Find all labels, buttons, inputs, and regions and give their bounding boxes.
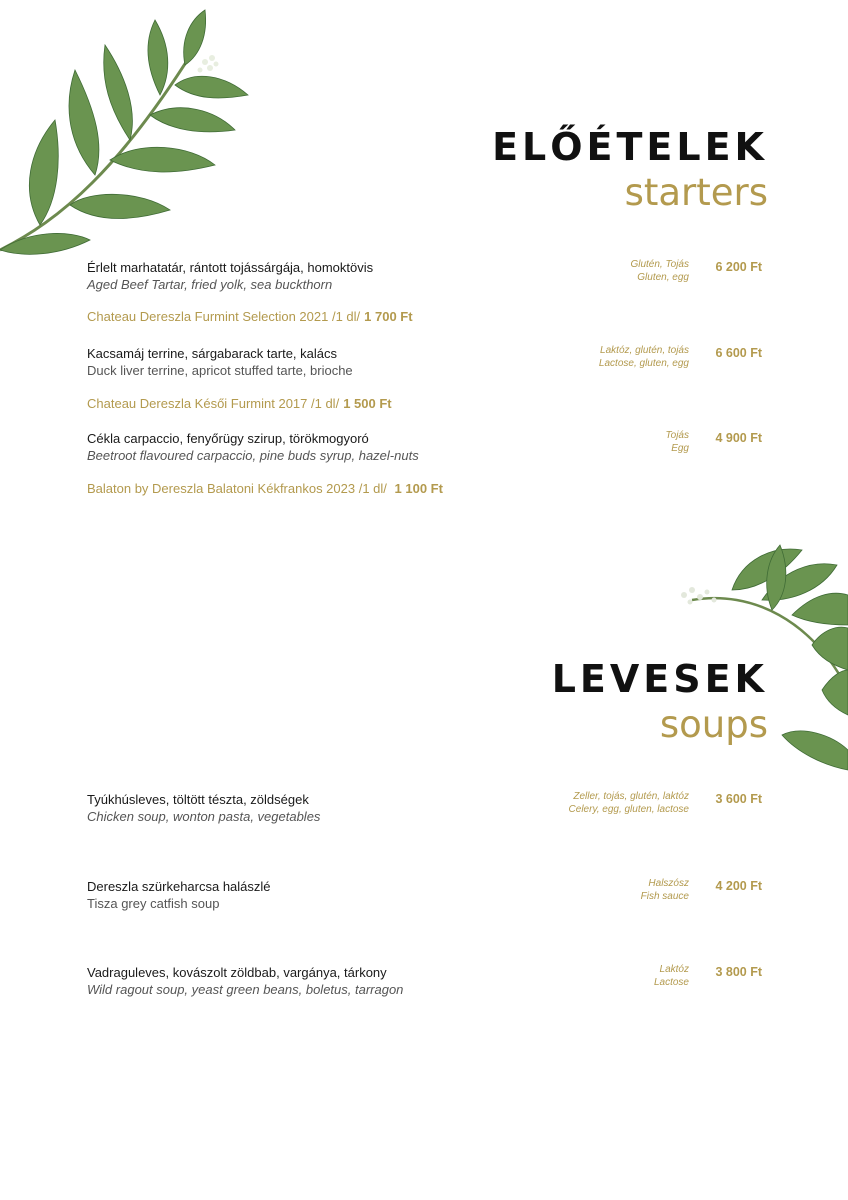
dish-price: 6 200 Ft [715,260,762,274]
wine-pairing [87,481,443,496]
section-title: ELŐÉTELEK [492,125,768,169]
allergens-hu: Halszósz [648,878,689,889]
allergens-en: Gluten, egg [637,272,689,283]
section-subtitle: soups [659,703,768,746]
menu-item [87,879,767,919]
section-subtitle: starters [624,171,768,214]
allergens-hu: Laktóz [659,964,689,975]
wine-name: Chateau Dereszla Késői Furmint 2017 /1 dl/ [87,396,340,411]
dish-price: 4 900 Ft [715,431,762,445]
leaf-branch-icon [0,0,260,270]
dish-name-en: Aged Beef Tartar, fried yolk, sea buckthorn [87,277,333,292]
allergens-en: Lactose, gluten, egg [598,358,689,369]
dish-price: 3 600 Ft [715,792,762,806]
dish-name-en: Chicken soup, wonton pasta, vegetables [87,809,321,824]
wine-price: 1 500 Ft [343,396,392,411]
allergens-hu: Glutén, Tojás [630,259,689,270]
section-title: LEVESEK [551,657,768,701]
dish-name-hu: Érlelt marhatatár, rántott tojássárgája, homoktövis [87,260,374,275]
allergens-hu: Zeller, tojás, glutén, laktóz [573,791,689,802]
allergens-hu: Tojás [665,430,689,441]
menu-item [87,965,767,1005]
allergens-en: Lactose [653,977,689,988]
menu-item [87,260,767,300]
allergens-hu: Laktóz, glutén, tojás [600,345,689,356]
dish-price: 6 600 Ft [715,346,762,360]
allergens-en: Celery, egg, gluten, lactose [568,804,689,815]
dish-name-en: Wild ragout soup, yeast green beans, boletus, tarragon [87,982,404,997]
wine-price: 1 700 Ft [364,309,413,324]
dish-name-en: Duck liver terrine, apricot stuffed tarte, brioche [87,363,353,378]
wine-price: 1 100 Ft [394,481,443,496]
wine-pairing [87,396,392,411]
dish-name-hu: Vadraguleves, kovászolt zöldbab, vargánya, tárkony [87,965,387,980]
allergens-en: Egg [671,443,689,454]
dish-price: 4 200 Ft [715,879,762,893]
wine-name: Balaton by Dereszla Balatoni Kékfrankos 2023 /1 dl/ [87,481,391,496]
dish-name-hu: Dereszla szürkeharcsa halászlé [87,879,271,894]
allergens-en: Fish sauce [640,891,689,902]
dish-name-en: Beetroot flavoured carpaccio, pine buds syrup, hazel-nuts [87,448,419,463]
wine-name: Chateau Dereszla Furmint Selection 2021 /1 dl/ [87,309,361,324]
dish-name-hu: Kacsamáj terrine, sárgabarack tarte, kalács [87,346,337,361]
menu-item [87,431,767,471]
dish-name-hu: Cékla carpaccio, fenyőrügy szirup, törökmogyoró [87,431,369,446]
dish-name-en: Tisza grey catfish soup [87,896,220,911]
dish-name-hu: Tyúkhúsleves, töltött tészta, zöldségek [87,792,309,807]
menu-item [87,346,767,386]
wine-pairing [87,309,413,324]
menu-item [87,792,767,832]
dish-price: 3 800 Ft [715,965,762,979]
